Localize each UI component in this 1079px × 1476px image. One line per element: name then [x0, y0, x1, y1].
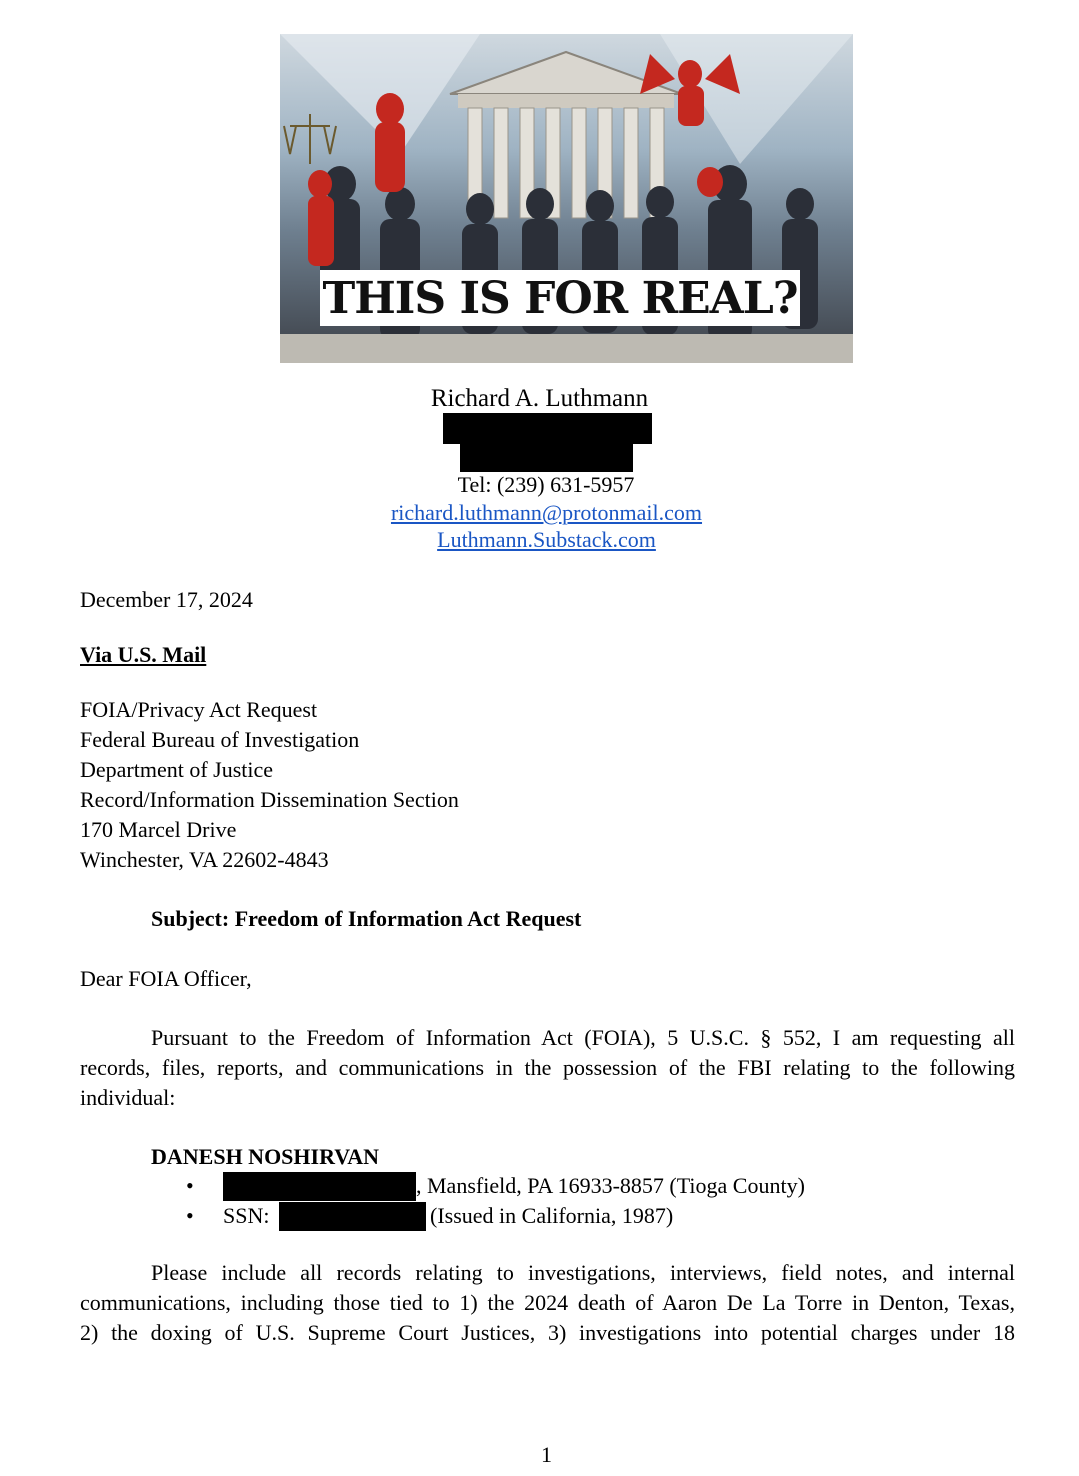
paragraph-line: Pursuant to the Freedom of Information Act (FOIA), 5 U.S.C. § 552, I am requesting all: [151, 1025, 1015, 1050]
header-illustration: [280, 34, 853, 363]
page-number: 1: [541, 1442, 552, 1467]
recipient-line: 170 Marcel Drive: [80, 817, 237, 842]
ssn-label: SSN:: [223, 1203, 270, 1228]
recipient-line: Winchester, VA 22602-4843: [80, 847, 329, 872]
recipient-line: FOIA/Privacy Act Request: [80, 697, 318, 722]
address-suffix: , Mansfield, PA 16933-8857 (Tioga County): [416, 1173, 805, 1198]
paragraph-line: 2) the doxing of U.S. Supreme Court Justices, 3) investigations into potential charges under 18: [80, 1320, 1015, 1345]
redacted-address-line-2: [460, 442, 633, 472]
paragraph-records-scope: [80, 1258, 1015, 1348]
letter-date: December 17, 2024: [80, 587, 253, 612]
recipient-address: [80, 695, 459, 875]
bullet-dot: •: [186, 1203, 194, 1228]
sender-website-link[interactable]: Luthmann.Substack.com: [437, 527, 656, 552]
sender-name: Richard A. Luthmann: [430, 385, 649, 412]
paragraph-line: records, files, reports, and communications in the possession of the FBI relating to the following: [80, 1055, 1015, 1080]
paragraph-line: individual:: [80, 1085, 176, 1110]
recipient-line: Record/Information Dissemination Section: [80, 787, 459, 812]
redacted-address-line-1: [443, 413, 652, 444]
redacted-street-address: [223, 1172, 416, 1201]
recipient-line: Department of Justice: [80, 757, 274, 782]
delivery-method: Via U.S. Mail: [80, 642, 207, 667]
paragraph-line: Please include all records relating to investigations, interviews, field notes, and internal: [151, 1260, 1015, 1285]
redacted-ssn: [279, 1202, 426, 1231]
banner-caption: THIS IS FOR REAL?: [320, 270, 800, 326]
sender-phone: Tel: (239) 631-5957: [457, 472, 635, 497]
paragraph-line: communications, including those tied to 1) the 2024 death of Aaron De La Torre in Denton, Texas,: [80, 1290, 1015, 1315]
subject-person-name: DANESH NOSHIRVAN: [151, 1144, 380, 1169]
recipient-line: Federal Bureau of Investigation: [80, 727, 360, 752]
salutation: Dear FOIA Officer,: [80, 966, 252, 991]
paragraph-request: [80, 1023, 1015, 1113]
sender-email-link[interactable]: richard.luthmann@protonmail.com: [390, 500, 703, 525]
subject-line: Subject: Freedom of Information Act Request: [151, 906, 582, 931]
bullet-dot: •: [186, 1173, 194, 1198]
ssn-suffix: (Issued in California, 1987): [430, 1203, 674, 1228]
